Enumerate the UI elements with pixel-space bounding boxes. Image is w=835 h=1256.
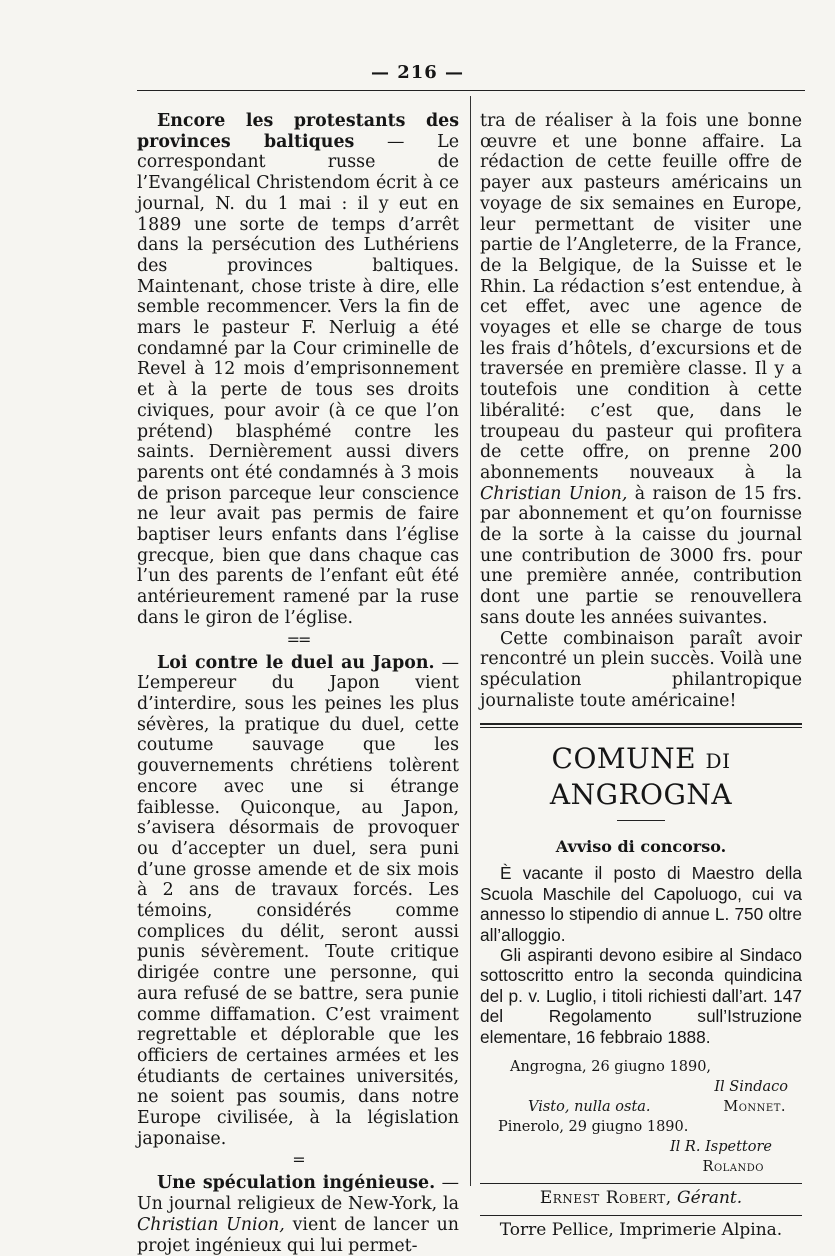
article-heading: Loi contre le duel au Japon. (157, 652, 435, 673)
notice-short-rule (617, 820, 665, 821)
sindaco-name: Monnet. (723, 1099, 786, 1116)
gerant-title: Gérant. (677, 1188, 743, 1209)
article-text: tra de réaliser à la fois une bonne œuvre et une bonne affaire. La rédaction de cette feuille offre de payer aux pasteurs américains un voyage de six semaines en Europe, leur permettant de visiter une partie de l’Angleterre, de la France, de la Belgique, de la Suisse et le Rhin. La rédaction s’est entendue, à cet effet, avec une agence de voyages et elle se charge de tous les frais d’hôtels, d’excursions et de traversée en première classe. Il y a toutefois une condition à cette libéralité: c’est que, dans le troupeau du pasteur qui profitera de cette offre, on prenne 200 abonnements nouveaux à la (480, 111, 802, 483)
journal-name: Christian Union, (480, 483, 628, 504)
printer-line: Torre Pellice, Imprimerie Alpina. (499, 1220, 783, 1241)
gerant-name: Ernest Robert, (539, 1188, 672, 1209)
notice-di: DI (705, 749, 731, 774)
article-baltic (137, 111, 459, 629)
article-text: à raison de 15 frs. par abonnement et qu’on fournisse de la sorte à la caisse du journal une contribution de 3000 frs. pour une première année, contribution dont une partie se renouvellera sans doute les années suivantes. (480, 483, 803, 628)
column-divider (470, 96, 471, 1186)
article-heading: Une spéculation ingénieuse. (157, 1173, 436, 1194)
journal-name: Christian Union, (137, 1214, 285, 1235)
ispettore-title: Il R. Ispettore (669, 1139, 772, 1156)
footer-rule (480, 1215, 802, 1216)
page-number: — 216 — (370, 62, 465, 83)
article-duel (137, 653, 459, 1150)
sindaco-row (480, 1097, 802, 1117)
notice-place: ANGROGNA (549, 778, 733, 812)
notice-date-line: Angrogna, 26 giugno 1890, (510, 1059, 712, 1076)
notice-paragraph: Gli aspiranti devono esibire al Sindaco sottoscritto entro la seconda quindicina del p. v. Luglio, i titoli richiesti dall’art. 147 del Regolamento sull’Istruzione elementare, 16 febbraio 1888. (480, 945, 802, 1047)
sindaco-title: Il Sindaco (714, 1079, 788, 1096)
article-text: — Le correspondant russe de l’Evangélical Christendom écrit à ce journal, N. du 1 mai : il y eut en 1889 une sorte de temps d’arrêt dans la persécution des Luthériens des provinces baltiques. Maintenant, chose triste à dire, elle semble recommencer. Vers la fin de mars le pasteur F. Nerluig a été condamné par la Cour criminelle de Revel à 12 mois d’emprisonnement et à la perte de tous ses droits civiques, pour avoir (à ce que l’on prétend) blasphémé contre les saints. Dernièrement aussi divers parents ont été condamnés à 3 mois de prison parceque leur conscience ne leur avait pas permis de faire baptiser leurs enfants dans l’église grecque, bien que dans chaque cas l’un des parents de l’enfant eût été antérieurement ramené par la ruse dans le giron de l’église. (137, 131, 460, 628)
article-heading: Encore les protestants des provinces baltiques (137, 111, 459, 152)
article-speculation-conclusion: Cette combinaison paraît avoir rencontré un plein succès. Voilà une spéculation philantropique journaliste toute américaine! (480, 628, 802, 711)
section-separator: == (286, 629, 310, 649)
article-text: vient de lancer un projet ingénieux qui lui permet- (137, 1214, 459, 1256)
notice-top-rule (480, 723, 802, 725)
notice-comune: COMUNE (551, 742, 697, 776)
footer-rule (480, 1183, 802, 1184)
article-text: — L’empereur du Japon vient d’interdire, sous les peines les plus sévères, la pratique du duel, cette coutume sauvage que les gouvernements chrétiens tolèrent encore avec une si étrange faiblesse. Quiconque, au Japon, s’avisera désormais de provoquer ou d’accepter un duel, sera puni d’une grosse amende et de six mois à 2 ans de travaux forcés. Les témoins, considérés comme complices du délit, seront aussi punis sévèrement. Toute critique dirigée contre une personne, qui aura refusé de se battre, sera punie comme diffamation. C’est vraiment regrettable et déplorable que les officiers de certaines armées et les étudiants de certaines universités, ne soient pas soumis, dans notre Europe civilisée, à la législation japonaise. (137, 652, 459, 1149)
notice-title (480, 742, 802, 812)
notice-paragraph: È vacante il posto di Maestro della Scuola Maschile del Capoluogo, cui va annesso lo stipendio di annue L. 750 oltre all’alloggio. (480, 863, 802, 945)
visto-text: Visto, nulla osta. (528, 1099, 651, 1116)
pinerolo-line: Pinerolo, 29 giugno 1890. (498, 1119, 689, 1136)
section-separator: = (292, 1150, 304, 1170)
header-rule (137, 90, 805, 91)
notice-subtitle: Avviso di concorso. (555, 837, 727, 857)
left-column (137, 111, 459, 1256)
gerant-line (480, 1187, 802, 1209)
right-column (480, 111, 802, 1241)
article-speculation-continued (480, 111, 802, 629)
article-text: — Un journal religieux de New-York, la (137, 1173, 459, 1215)
notice-top-rule-thin (480, 727, 802, 728)
ispettore-name: Rolando (702, 1159, 764, 1176)
